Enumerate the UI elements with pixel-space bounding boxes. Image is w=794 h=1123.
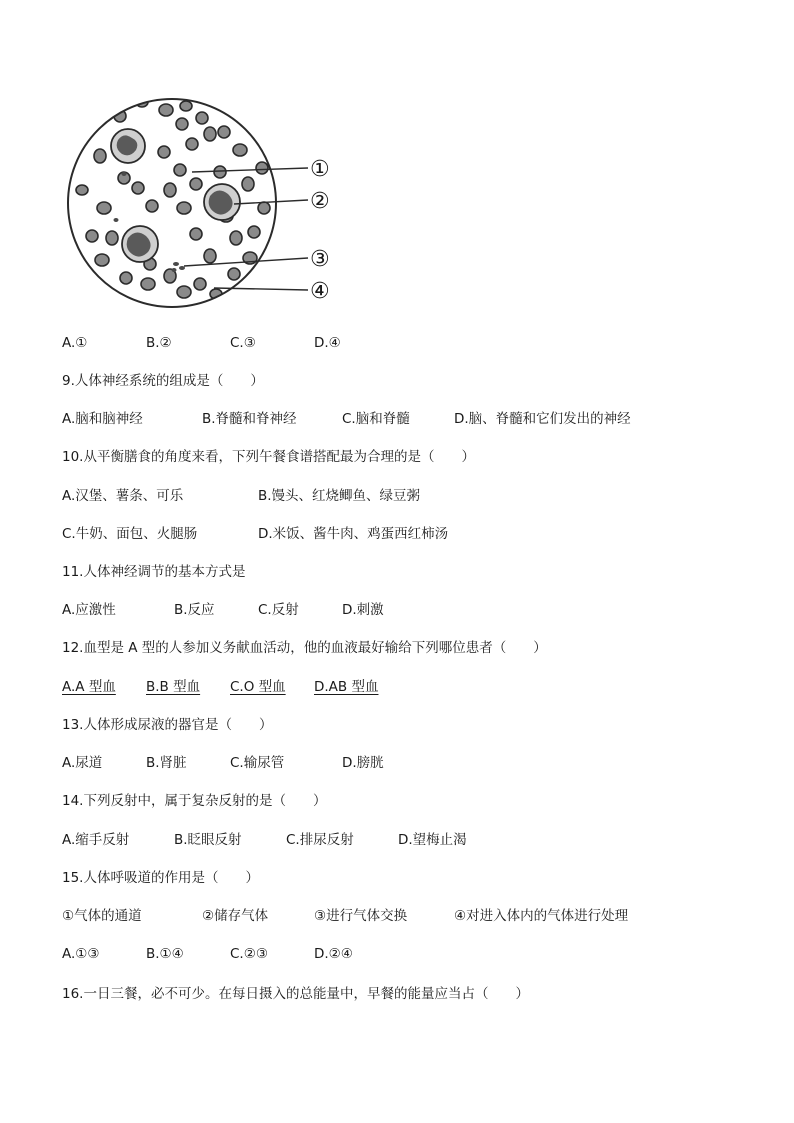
q12-option-a[interactable]: A.A 型血 (62, 679, 116, 695)
blood-smear-diagram (64, 88, 354, 310)
q14-option-c[interactable]: C.排尿反射 (286, 832, 354, 848)
q15-item-1: ①气体的通道 (62, 908, 142, 924)
q13-option-b[interactable]: B.肾脏 (146, 755, 187, 771)
q13-option-d[interactable]: D.膀胱 (342, 755, 384, 771)
q11-stem: 11.人体神经调节的基本方式是 (62, 564, 246, 580)
q15-stem: 15.人体呼吸道的作用是（ ） (62, 870, 259, 886)
q8-option-b[interactable]: B.② (146, 335, 172, 351)
q13-stem: 13.人体形成尿液的器官是（ ） (62, 717, 273, 733)
blood-smear-figure (64, 88, 354, 310)
q10-option-b[interactable]: B.馒头、红烧鲫鱼、绿豆粥 (258, 488, 421, 504)
q8-option-a[interactable]: A.① (62, 335, 88, 351)
q14-stem: 14.下列反射中，属于复杂反射的是（ ） (62, 793, 327, 809)
q12-option-c[interactable]: C.O 型血 (230, 679, 286, 695)
q11-option-a[interactable]: A.应激性 (62, 602, 116, 618)
q15-option-b[interactable]: B.①④ (146, 946, 184, 962)
q14-option-a[interactable]: A.缩手反射 (62, 832, 130, 848)
q9-stem: 9.人体神经系统的组成是（ ） (62, 373, 264, 389)
q9-option-b[interactable]: B.脊髓和脊神经 (202, 411, 297, 427)
q9-option-d[interactable]: D.脑、脊髓和它们发出的神经 (454, 411, 631, 427)
q11-option-d[interactable]: D.刺激 (342, 602, 384, 618)
q12-option-d[interactable]: D.AB 型血 (314, 679, 379, 695)
q8-option-c[interactable]: C.③ (230, 335, 256, 351)
q15-option-d[interactable]: D.②④ (314, 946, 353, 962)
q16-stem: 16.一日三餐，必不可少。在每日摄入的总能量中，早餐的能量应当占（ ） (62, 986, 529, 1002)
q14-option-b[interactable]: B.眨眼反射 (174, 832, 242, 848)
q10-stem: 10.从平衡膳食的角度来看，下列午餐食谱搭配最为合理的是（ ） (62, 449, 475, 465)
q13-option-a[interactable]: A.尿道 (62, 755, 103, 771)
label-2: ② (310, 189, 330, 214)
q15-option-c[interactable]: C.②③ (230, 946, 268, 962)
q13-option-c[interactable]: C.输尿管 (230, 755, 285, 771)
q15-item-3: ③进行气体交换 (314, 908, 408, 924)
q14-option-d[interactable]: D.望梅止渴 (398, 832, 467, 848)
q15-item-4: ④对进入体内的气体进行处理 (454, 908, 629, 924)
q10-option-a[interactable]: A.汉堡、薯条、可乐 (62, 488, 184, 504)
q12-option-b[interactable]: B.B 型血 (146, 679, 201, 695)
label-1: ① (310, 157, 330, 182)
q11-option-b[interactable]: B.反应 (174, 602, 215, 618)
q10-option-c[interactable]: C.牛奶、面包、火腿肠 (62, 526, 198, 542)
q15-item-2: ②储存气体 (202, 908, 269, 924)
q10-option-d[interactable]: D.米饭、酱牛肉、鸡蛋西红柿汤 (258, 526, 449, 542)
q8-option-d[interactable]: D.④ (314, 335, 341, 351)
cell-field (76, 97, 270, 299)
label-3: ③ (310, 247, 330, 272)
q9-option-c[interactable]: C.脑和脊髓 (342, 411, 410, 427)
q12-stem: 12.血型是 A 型的人参加义务献血活动，他的血液最好输给下列哪位患者（ ） (62, 640, 547, 656)
q11-option-c[interactable]: C.反射 (258, 602, 299, 618)
q15-option-a[interactable]: A.①③ (62, 946, 100, 962)
label-4: ④ (310, 279, 330, 304)
q9-option-a[interactable]: A.脑和脑神经 (62, 411, 143, 427)
